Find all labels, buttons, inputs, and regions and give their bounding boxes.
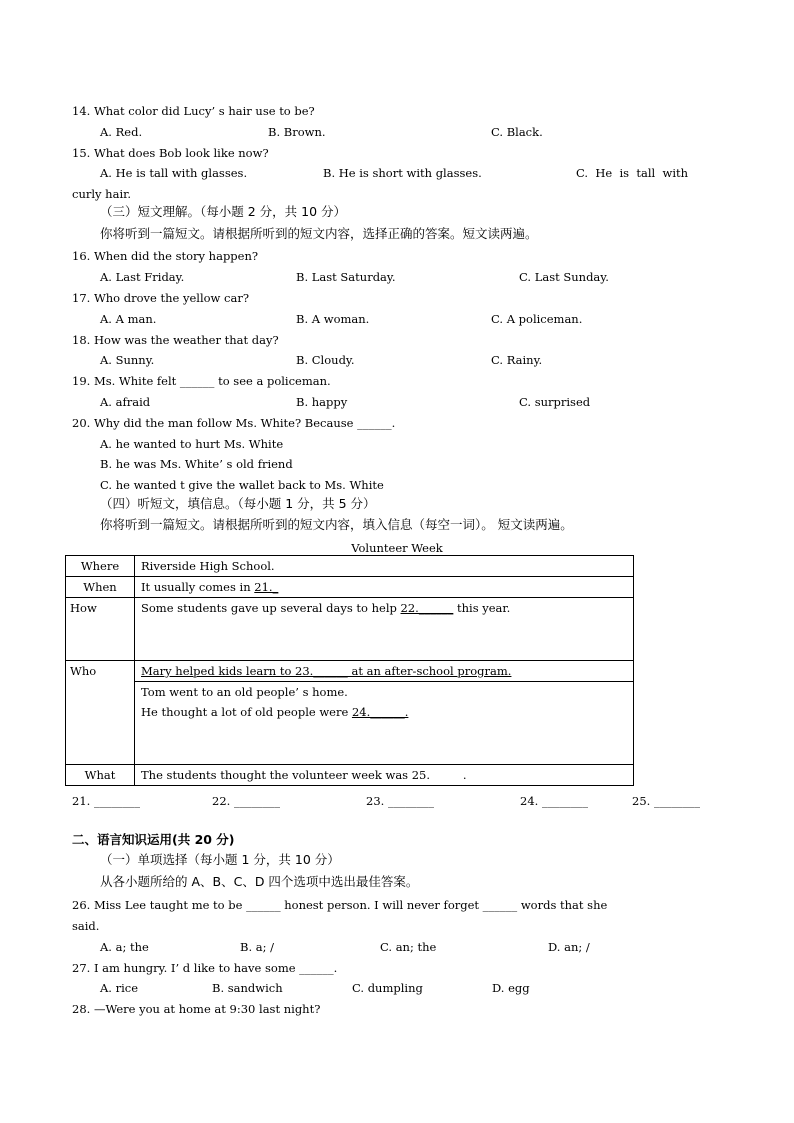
q15-option-c-continued: curly hair. <box>72 187 132 201</box>
q27-option-c: C. dumpling <box>352 981 423 995</box>
question-26-continued: said. <box>72 919 100 933</box>
part-2-instruction: 从各小题所给的 A、B、C、D 四个选项中选出最佳答案。 <box>100 874 419 889</box>
q15-option-a: A. He is tall with glasses. <box>100 166 248 180</box>
who-old-people-line <box>141 702 627 722</box>
part-2-subheading: （一）单项选择（每小题 1 分，共 10 分） <box>100 852 340 867</box>
how-text-before: Some students gave up several days to help <box>141 601 397 615</box>
q16-option-b: B. Last Saturday. <box>296 270 396 284</box>
q15-option-b: B. He is short with glasses. <box>323 166 482 180</box>
q16-option-a: A. Last Friday. <box>100 270 185 284</box>
what-label: What <box>66 765 135 786</box>
question-17: 17. Who drove the yellow car? <box>72 291 250 305</box>
q17-option-a: A. A man. <box>100 312 157 326</box>
blank-21: 21._ <box>254 580 279 594</box>
q27-option-d: D. egg <box>492 981 530 995</box>
blank-22: 22.______ <box>400 601 454 615</box>
answer-blank-23: 23. ________ <box>366 794 434 808</box>
volunteer-week-table <box>65 555 634 786</box>
q18-option-b: B. Cloudy. <box>296 353 355 367</box>
where-text: Riverside High School. <box>135 556 634 577</box>
table-row-who-2 <box>66 682 634 765</box>
who-old-people-text: He thought a lot of old people were <box>141 705 349 719</box>
question-26: 26. Miss Lee taught me to be ______ honest person. I will never forget ______ words that she <box>72 898 608 912</box>
q19-option-c: C. surprised <box>519 395 591 409</box>
what-text: The students thought the volunteer week was 25. . <box>135 765 634 786</box>
who-tom-cell <box>135 682 634 765</box>
part-2-heading: 二、语言知识运用(共 20 分) <box>72 832 235 847</box>
who-mary-line: Mary helped kids learn to 23.______ at an after-school program. <box>135 661 634 682</box>
question-15: 15. What does Bob look like now? <box>72 146 269 160</box>
when-text: It usually comes in <box>141 580 251 594</box>
q20-option-a: A. he wanted to hurt Ms. White <box>100 437 284 451</box>
q26-option-d: D. an; / <box>548 940 590 954</box>
answer-blank-25: 25. ________ <box>632 794 700 808</box>
q17-option-c: C. A policeman. <box>491 312 583 326</box>
q26-option-a: A. a; the <box>100 940 149 954</box>
table-row-who-1 <box>66 661 634 682</box>
q18-option-c: C. Rainy. <box>491 353 543 367</box>
table-row-what <box>66 765 634 786</box>
question-19: 19. Ms. White felt ______ to see a policeman. <box>72 374 331 388</box>
q14-option-c: C. Black. <box>491 125 543 139</box>
q19-option-b: B. happy <box>296 395 348 409</box>
blank-24: 24.______. <box>351 705 409 719</box>
q18-option-a: A. Sunny. <box>100 353 155 367</box>
q19-option-a: A. afraid <box>100 395 151 409</box>
q14-option-a: A. Red. <box>100 125 143 139</box>
q14-option-b: B. Brown. <box>268 125 326 139</box>
who-label: Who <box>66 661 135 765</box>
when-label: When <box>66 577 135 598</box>
answer-blank-21: 21. ________ <box>72 794 140 808</box>
question-20: 20. Why did the man follow Ms. White? Because ______. <box>72 416 396 430</box>
q20-option-c: C. he wanted t give the wallet back to Ms. White <box>100 478 384 492</box>
question-16: 16. When did the story happen? <box>72 249 259 263</box>
how-text-after: this year. <box>456 601 511 615</box>
section-3-instruction: 你将听到一篇短文。请根据所听到的短文内容，选择正确的答案。短文读两遍。 <box>100 226 538 241</box>
table-row-when <box>66 577 634 598</box>
table-row-where <box>66 556 634 577</box>
q26-option-b: B. a; / <box>240 940 275 954</box>
question-14: 14. What color did Lucy’ s hair use to be? <box>72 104 315 118</box>
section-3-heading: （三）短文理解。（每小题 2 分，共 10 分） <box>100 204 347 219</box>
section-4-instruction: 你将听到一篇短文。请根据所听到的短文内容，填入信息（每空一词）。 短文读两遍。 <box>100 517 573 532</box>
where-label: Where <box>66 556 135 577</box>
q20-option-b: B. he was Ms. White’ s old friend <box>100 457 293 471</box>
q27-option-b: B. sandwich <box>212 981 283 995</box>
who-tom-line: Tom went to an old people’ s home. <box>141 685 348 699</box>
when-cell <box>135 577 634 598</box>
q17-option-b: B. A woman. <box>296 312 370 326</box>
table-row-how <box>66 598 634 661</box>
question-27: 27. I am hungry. I’ d like to have some ______. <box>72 961 338 975</box>
q15-option-c: C. He is tall with <box>576 166 689 180</box>
q27-option-a: A. rice <box>100 981 139 995</box>
q26-option-c: C. an; the <box>380 940 437 954</box>
how-cell <box>135 598 634 661</box>
section-4-heading: （四）听短文，填信息。（每小题 1 分，共 5 分） <box>100 496 376 511</box>
answer-blank-22: 22. ________ <box>212 794 280 808</box>
q16-option-c: C. Last Sunday. <box>519 270 609 284</box>
answer-blank-24: 24. ________ <box>520 794 588 808</box>
how-label: How <box>66 598 135 661</box>
question-18: 18. How was the weather that day? <box>72 333 279 347</box>
table-title: Volunteer Week <box>351 541 443 555</box>
question-28: 28. —Were you at home at 9:30 last night? <box>72 1002 321 1016</box>
